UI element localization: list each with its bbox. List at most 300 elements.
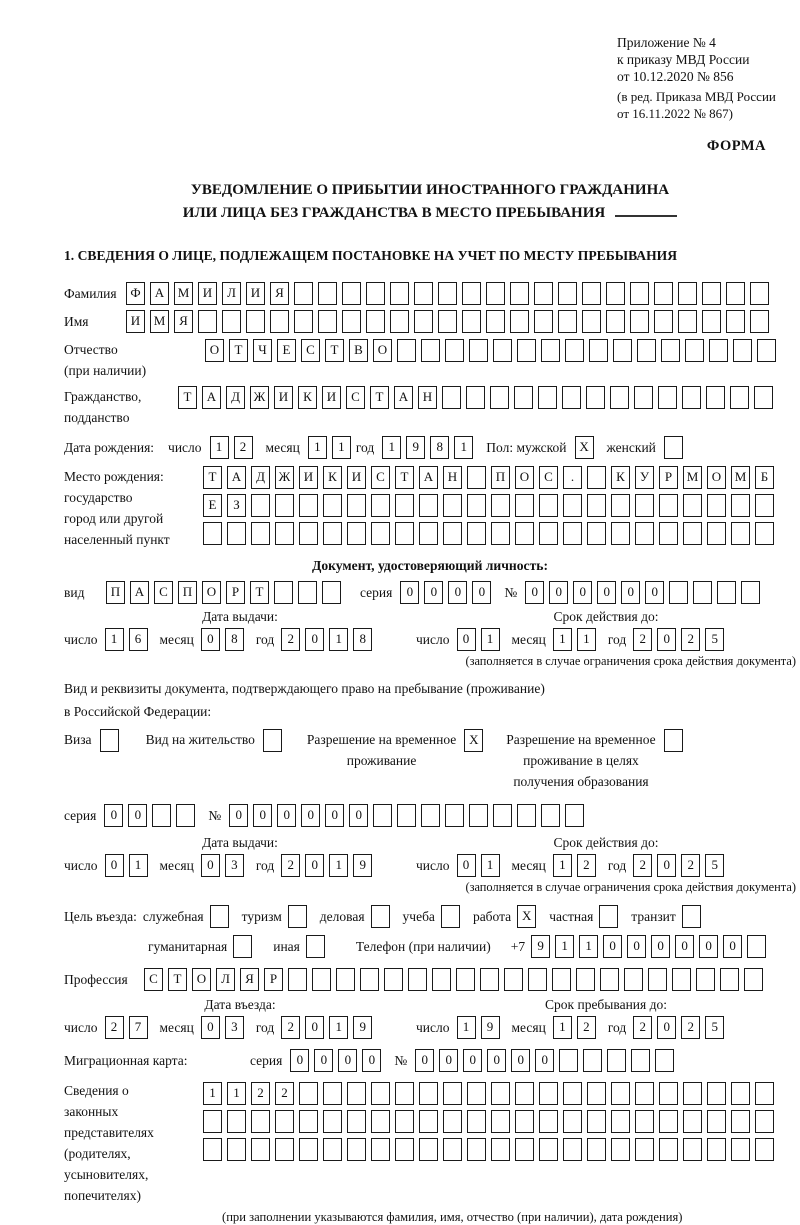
char-cell[interactable]	[306, 935, 325, 958]
char-cell[interactable]	[587, 1138, 606, 1161]
char-cell[interactable]	[323, 1082, 342, 1105]
char-cell[interactable]	[683, 494, 702, 517]
char-cell[interactable]	[611, 1138, 630, 1161]
char-cell[interactable]	[373, 804, 392, 827]
char-cell[interactable]: 0	[305, 854, 324, 877]
char-cell[interactable]	[517, 804, 536, 827]
char-cell[interactable]	[443, 1138, 462, 1161]
char-cell[interactable]	[371, 1138, 390, 1161]
char-cell[interactable]: Л	[222, 282, 241, 305]
char-cell[interactable]	[288, 968, 307, 991]
char-cell[interactable]: 0	[723, 935, 742, 958]
char-cell[interactable]	[491, 1110, 510, 1133]
char-cell[interactable]: 8	[225, 628, 244, 651]
char-cell[interactable]	[659, 494, 678, 517]
char-cell[interactable]	[251, 1138, 270, 1161]
char-cell[interactable]: 0	[305, 628, 324, 651]
char-cell[interactable]: 0	[277, 804, 296, 827]
char-cell[interactable]: 3	[225, 1016, 244, 1039]
char-cell[interactable]	[227, 1110, 246, 1133]
char-cell[interactable]: 0	[201, 628, 220, 651]
char-cell[interactable]	[659, 522, 678, 545]
char-cell[interactable]	[514, 386, 533, 409]
char-cell[interactable]	[707, 1110, 726, 1133]
char-cell[interactable]: 0	[525, 581, 544, 604]
char-cell[interactable]	[747, 935, 766, 958]
char-cell[interactable]	[637, 339, 656, 362]
char-cell[interactable]: Е	[203, 494, 222, 517]
char-cell[interactable]	[611, 522, 630, 545]
char-cell[interactable]	[658, 386, 677, 409]
char-cell[interactable]: 0	[201, 854, 220, 877]
char-cell[interactable]	[443, 1110, 462, 1133]
char-cell[interactable]	[347, 494, 366, 517]
char-cell[interactable]	[342, 310, 361, 333]
char-cell[interactable]	[441, 905, 460, 928]
char-cell[interactable]: Ж	[275, 466, 294, 489]
char-cell[interactable]: О	[373, 339, 392, 362]
char-cell[interactable]: 1	[382, 436, 401, 459]
char-cell[interactable]: 9	[353, 1016, 372, 1039]
char-cell[interactable]	[275, 522, 294, 545]
char-cell[interactable]: 1	[577, 628, 596, 651]
char-cell[interactable]: 9	[353, 854, 372, 877]
char-cell[interactable]	[395, 1138, 414, 1161]
char-cell[interactable]	[589, 339, 608, 362]
char-cell[interactable]	[659, 1110, 678, 1133]
char-cell[interactable]	[539, 1110, 558, 1133]
char-cell[interactable]	[741, 581, 760, 604]
char-cell[interactable]	[750, 310, 769, 333]
char-cell[interactable]: 6	[129, 628, 148, 651]
char-cell[interactable]	[490, 386, 509, 409]
char-cell[interactable]: 0	[675, 935, 694, 958]
char-cell[interactable]	[654, 310, 673, 333]
char-cell[interactable]	[312, 968, 331, 991]
char-cell[interactable]	[467, 1082, 486, 1105]
char-cell[interactable]: А	[150, 282, 169, 305]
char-cell[interactable]: 0	[424, 581, 443, 604]
char-cell[interactable]	[299, 1110, 318, 1133]
char-cell[interactable]: М	[683, 466, 702, 489]
char-cell[interactable]: М	[174, 282, 193, 305]
char-cell[interactable]	[347, 1082, 366, 1105]
char-cell[interactable]	[203, 522, 222, 545]
char-cell[interactable]: 2	[105, 1016, 124, 1039]
char-cell[interactable]	[198, 310, 217, 333]
char-cell[interactable]	[486, 310, 505, 333]
char-cell[interactable]: П	[178, 581, 197, 604]
char-cell[interactable]	[515, 1138, 534, 1161]
char-cell[interactable]: 0	[349, 804, 368, 827]
char-cell[interactable]	[469, 804, 488, 827]
char-cell[interactable]	[631, 1049, 650, 1072]
char-cell[interactable]	[702, 282, 721, 305]
char-cell[interactable]	[515, 522, 534, 545]
char-cell[interactable]	[730, 386, 749, 409]
char-cell[interactable]	[419, 494, 438, 517]
char-cell[interactable]: Ч	[253, 339, 272, 362]
char-cell[interactable]: П	[106, 581, 125, 604]
char-cell[interactable]	[299, 1082, 318, 1105]
char-cell[interactable]	[515, 494, 534, 517]
char-cell[interactable]: А	[394, 386, 413, 409]
char-cell[interactable]	[678, 282, 697, 305]
char-cell[interactable]	[611, 1110, 630, 1133]
char-cell[interactable]: У	[635, 466, 654, 489]
char-cell[interactable]: 0	[290, 1049, 309, 1072]
char-cell[interactable]	[299, 1138, 318, 1161]
char-cell[interactable]: 0	[535, 1049, 554, 1072]
char-cell[interactable]: Я	[174, 310, 193, 333]
char-cell[interactable]: С	[346, 386, 365, 409]
char-cell[interactable]	[421, 339, 440, 362]
char-cell[interactable]: 0	[621, 581, 640, 604]
char-cell[interactable]: С	[301, 339, 320, 362]
char-cell[interactable]	[323, 1138, 342, 1161]
char-cell[interactable]	[654, 282, 673, 305]
char-cell[interactable]	[467, 1110, 486, 1133]
char-cell[interactable]	[587, 1082, 606, 1105]
char-cell[interactable]	[709, 339, 728, 362]
char-cell[interactable]	[323, 522, 342, 545]
char-cell[interactable]: 1	[308, 436, 327, 459]
char-cell[interactable]: З	[227, 494, 246, 517]
char-cell[interactable]	[635, 1110, 654, 1133]
char-cell[interactable]: 0	[253, 804, 272, 827]
char-cell[interactable]	[539, 1138, 558, 1161]
char-cell[interactable]	[299, 522, 318, 545]
char-cell[interactable]	[275, 494, 294, 517]
char-cell[interactable]	[720, 968, 739, 991]
char-cell[interactable]: 0	[305, 1016, 324, 1039]
char-cell[interactable]: Я	[270, 282, 289, 305]
char-cell[interactable]	[655, 1049, 674, 1072]
char-cell[interactable]: Т	[168, 968, 187, 991]
char-cell[interactable]	[706, 386, 725, 409]
char-cell[interactable]	[419, 1138, 438, 1161]
char-cell[interactable]: 0	[400, 581, 419, 604]
char-cell[interactable]	[576, 968, 595, 991]
char-cell[interactable]	[648, 968, 667, 991]
char-cell[interactable]: 2	[281, 628, 300, 651]
char-cell[interactable]	[203, 1110, 222, 1133]
char-cell[interactable]: 1	[203, 1082, 222, 1105]
char-cell[interactable]	[606, 310, 625, 333]
char-cell[interactable]	[726, 310, 745, 333]
char-cell[interactable]: Л	[216, 968, 235, 991]
char-cell[interactable]	[664, 729, 683, 752]
char-cell[interactable]	[347, 1138, 366, 1161]
char-cell[interactable]	[227, 1138, 246, 1161]
char-cell[interactable]: М	[731, 466, 750, 489]
char-cell[interactable]	[733, 339, 752, 362]
char-cell[interactable]: 0	[201, 1016, 220, 1039]
char-cell[interactable]: С	[154, 581, 173, 604]
char-cell[interactable]	[347, 1110, 366, 1133]
char-cell[interactable]	[707, 522, 726, 545]
char-cell[interactable]: 8	[353, 628, 372, 651]
char-cell[interactable]	[587, 466, 606, 489]
char-cell[interactable]	[445, 804, 464, 827]
char-cell[interactable]: 1	[105, 628, 124, 651]
char-cell[interactable]	[227, 522, 246, 545]
char-cell[interactable]	[731, 494, 750, 517]
char-cell[interactable]: 2	[681, 628, 700, 651]
char-cell[interactable]: 8	[430, 436, 449, 459]
char-cell[interactable]	[755, 1082, 774, 1105]
char-cell[interactable]	[222, 310, 241, 333]
char-cell[interactable]	[462, 282, 481, 305]
char-cell[interactable]	[274, 581, 293, 604]
char-cell[interactable]: 0	[457, 628, 476, 651]
char-cell[interactable]	[466, 386, 485, 409]
char-cell[interactable]	[562, 386, 581, 409]
char-cell[interactable]: 2	[633, 854, 652, 877]
char-cell[interactable]	[419, 1110, 438, 1133]
char-cell[interactable]	[558, 310, 577, 333]
char-cell[interactable]	[347, 522, 366, 545]
char-cell[interactable]: 0	[325, 804, 344, 827]
char-cell[interactable]: 2	[577, 1016, 596, 1039]
char-cell[interactable]	[558, 282, 577, 305]
char-cell[interactable]: 5	[705, 854, 724, 877]
char-cell[interactable]	[582, 310, 601, 333]
char-cell[interactable]: 1	[481, 628, 500, 651]
char-cell[interactable]: И	[299, 466, 318, 489]
char-cell[interactable]	[534, 282, 553, 305]
char-cell[interactable]: 0	[699, 935, 718, 958]
char-cell[interactable]: 0	[415, 1049, 434, 1072]
char-cell[interactable]: П	[491, 466, 510, 489]
char-cell[interactable]	[323, 1110, 342, 1133]
char-cell[interactable]: 2	[633, 1016, 652, 1039]
char-cell[interactable]	[480, 968, 499, 991]
char-cell[interactable]: 1	[481, 854, 500, 877]
char-cell[interactable]	[634, 386, 653, 409]
char-cell[interactable]: 1	[457, 1016, 476, 1039]
char-cell[interactable]	[726, 282, 745, 305]
char-cell[interactable]	[176, 804, 195, 827]
char-cell[interactable]: Т	[370, 386, 389, 409]
char-cell[interactable]	[210, 905, 229, 928]
char-cell[interactable]	[587, 494, 606, 517]
char-cell[interactable]	[659, 1082, 678, 1105]
char-cell[interactable]: А	[419, 466, 438, 489]
char-cell[interactable]	[755, 1138, 774, 1161]
char-cell[interactable]: А	[227, 466, 246, 489]
char-cell[interactable]	[390, 310, 409, 333]
char-cell[interactable]	[582, 282, 601, 305]
char-cell[interactable]	[251, 494, 270, 517]
char-cell[interactable]	[504, 968, 523, 991]
char-cell[interactable]	[707, 1138, 726, 1161]
char-cell[interactable]: 2	[681, 854, 700, 877]
char-cell[interactable]: Р	[264, 968, 283, 991]
char-cell[interactable]: О	[515, 466, 534, 489]
char-cell[interactable]	[288, 905, 307, 928]
char-cell[interactable]	[360, 968, 379, 991]
char-cell[interactable]	[395, 522, 414, 545]
char-cell[interactable]	[515, 1110, 534, 1133]
char-cell[interactable]	[491, 522, 510, 545]
char-cell[interactable]	[624, 968, 643, 991]
char-cell[interactable]	[371, 494, 390, 517]
char-cell[interactable]: 1	[332, 436, 351, 459]
char-cell[interactable]	[414, 310, 433, 333]
char-cell[interactable]: 2	[275, 1082, 294, 1105]
char-cell[interactable]	[682, 386, 701, 409]
char-cell[interactable]: М	[150, 310, 169, 333]
char-cell[interactable]: 0	[301, 804, 320, 827]
char-cell[interactable]: Б	[755, 466, 774, 489]
char-cell[interactable]	[443, 494, 462, 517]
char-cell[interactable]: 0	[229, 804, 248, 827]
char-cell[interactable]	[371, 1110, 390, 1133]
char-cell[interactable]: 0	[439, 1049, 458, 1072]
char-cell[interactable]: Т	[203, 466, 222, 489]
char-cell[interactable]	[606, 282, 625, 305]
char-cell[interactable]	[384, 968, 403, 991]
char-cell[interactable]	[397, 339, 416, 362]
char-cell[interactable]	[100, 729, 119, 752]
char-cell[interactable]	[630, 310, 649, 333]
char-cell[interactable]	[683, 1082, 702, 1105]
char-cell[interactable]	[534, 310, 553, 333]
char-cell[interactable]: 0	[457, 854, 476, 877]
char-cell[interactable]	[693, 581, 712, 604]
char-cell[interactable]	[408, 968, 427, 991]
char-cell[interactable]	[510, 282, 529, 305]
char-cell[interactable]: 2	[577, 854, 596, 877]
char-cell[interactable]: 0	[128, 804, 147, 827]
char-cell[interactable]	[491, 494, 510, 517]
char-cell[interactable]: 5	[705, 628, 724, 651]
char-cell[interactable]	[251, 1110, 270, 1133]
char-cell[interactable]	[539, 522, 558, 545]
char-cell[interactable]: С	[371, 466, 390, 489]
char-cell[interactable]	[510, 310, 529, 333]
char-cell[interactable]	[493, 339, 512, 362]
char-cell[interactable]	[419, 1082, 438, 1105]
char-cell[interactable]	[152, 804, 171, 827]
char-cell[interactable]	[731, 1110, 750, 1133]
char-cell[interactable]: 9	[481, 1016, 500, 1039]
char-cell[interactable]: 1	[227, 1082, 246, 1105]
char-cell[interactable]	[685, 339, 704, 362]
char-cell[interactable]: Т	[178, 386, 197, 409]
char-cell[interactable]: 2	[633, 628, 652, 651]
char-cell[interactable]	[419, 522, 438, 545]
char-cell[interactable]: 0	[105, 854, 124, 877]
char-cell[interactable]	[669, 581, 688, 604]
char-cell[interactable]	[443, 1082, 462, 1105]
char-cell[interactable]	[682, 905, 701, 928]
char-cell[interactable]: Т	[250, 581, 269, 604]
char-cell[interactable]	[486, 282, 505, 305]
char-cell[interactable]: 1	[210, 436, 229, 459]
char-cell[interactable]	[366, 282, 385, 305]
char-cell[interactable]: И	[126, 310, 145, 333]
char-cell[interactable]	[371, 1082, 390, 1105]
char-cell[interactable]: Д	[226, 386, 245, 409]
char-cell[interactable]	[246, 310, 265, 333]
char-cell[interactable]: 0	[597, 581, 616, 604]
char-cell[interactable]: С	[539, 466, 558, 489]
char-cell[interactable]: А	[130, 581, 149, 604]
char-cell[interactable]: И	[198, 282, 217, 305]
char-cell[interactable]: Р	[226, 581, 245, 604]
char-cell[interactable]: X	[517, 905, 536, 928]
char-cell[interactable]	[445, 339, 464, 362]
char-cell[interactable]	[515, 1082, 534, 1105]
char-cell[interactable]: 1	[553, 1016, 572, 1039]
char-cell[interactable]: 0	[627, 935, 646, 958]
char-cell[interactable]: 0	[511, 1049, 530, 1072]
char-cell[interactable]	[414, 282, 433, 305]
char-cell[interactable]	[664, 436, 683, 459]
char-cell[interactable]	[371, 905, 390, 928]
char-cell[interactable]	[491, 1082, 510, 1105]
char-cell[interactable]: И	[246, 282, 265, 305]
char-cell[interactable]: Н	[443, 466, 462, 489]
char-cell[interactable]: 1	[579, 935, 598, 958]
char-cell[interactable]: Ф	[126, 282, 145, 305]
char-cell[interactable]	[607, 1049, 626, 1072]
char-cell[interactable]	[635, 1138, 654, 1161]
char-cell[interactable]	[539, 494, 558, 517]
char-cell[interactable]	[583, 1049, 602, 1072]
char-cell[interactable]: 0	[645, 581, 664, 604]
char-cell[interactable]: 1	[329, 628, 348, 651]
char-cell[interactable]: 1	[555, 935, 574, 958]
char-cell[interactable]: 0	[448, 581, 467, 604]
char-cell[interactable]	[635, 1082, 654, 1105]
char-cell[interactable]: О	[707, 466, 726, 489]
char-cell[interactable]	[336, 968, 355, 991]
char-cell[interactable]: 2	[251, 1082, 270, 1105]
char-cell[interactable]: .	[563, 466, 582, 489]
char-cell[interactable]	[559, 1049, 578, 1072]
char-cell[interactable]: 0	[362, 1049, 381, 1072]
char-cell[interactable]: 9	[531, 935, 550, 958]
char-cell[interactable]	[299, 494, 318, 517]
char-cell[interactable]	[538, 386, 557, 409]
char-cell[interactable]: К	[323, 466, 342, 489]
char-cell[interactable]: 0	[603, 935, 622, 958]
char-cell[interactable]	[421, 804, 440, 827]
char-cell[interactable]: 9	[406, 436, 425, 459]
char-cell[interactable]	[528, 968, 547, 991]
char-cell[interactable]	[611, 494, 630, 517]
char-cell[interactable]	[672, 968, 691, 991]
char-cell[interactable]	[294, 282, 313, 305]
char-cell[interactable]: 0	[338, 1049, 357, 1072]
char-cell[interactable]	[552, 968, 571, 991]
char-cell[interactable]	[541, 339, 560, 362]
char-cell[interactable]: 7	[129, 1016, 148, 1039]
char-cell[interactable]	[395, 1110, 414, 1133]
char-cell[interactable]	[322, 581, 341, 604]
char-cell[interactable]	[563, 1082, 582, 1105]
char-cell[interactable]: О	[192, 968, 211, 991]
char-cell[interactable]: 0	[463, 1049, 482, 1072]
char-cell[interactable]: 1	[553, 854, 572, 877]
char-cell[interactable]	[467, 522, 486, 545]
char-cell[interactable]	[599, 905, 618, 928]
char-cell[interactable]: С	[144, 968, 163, 991]
char-cell[interactable]: 0	[657, 1016, 676, 1039]
